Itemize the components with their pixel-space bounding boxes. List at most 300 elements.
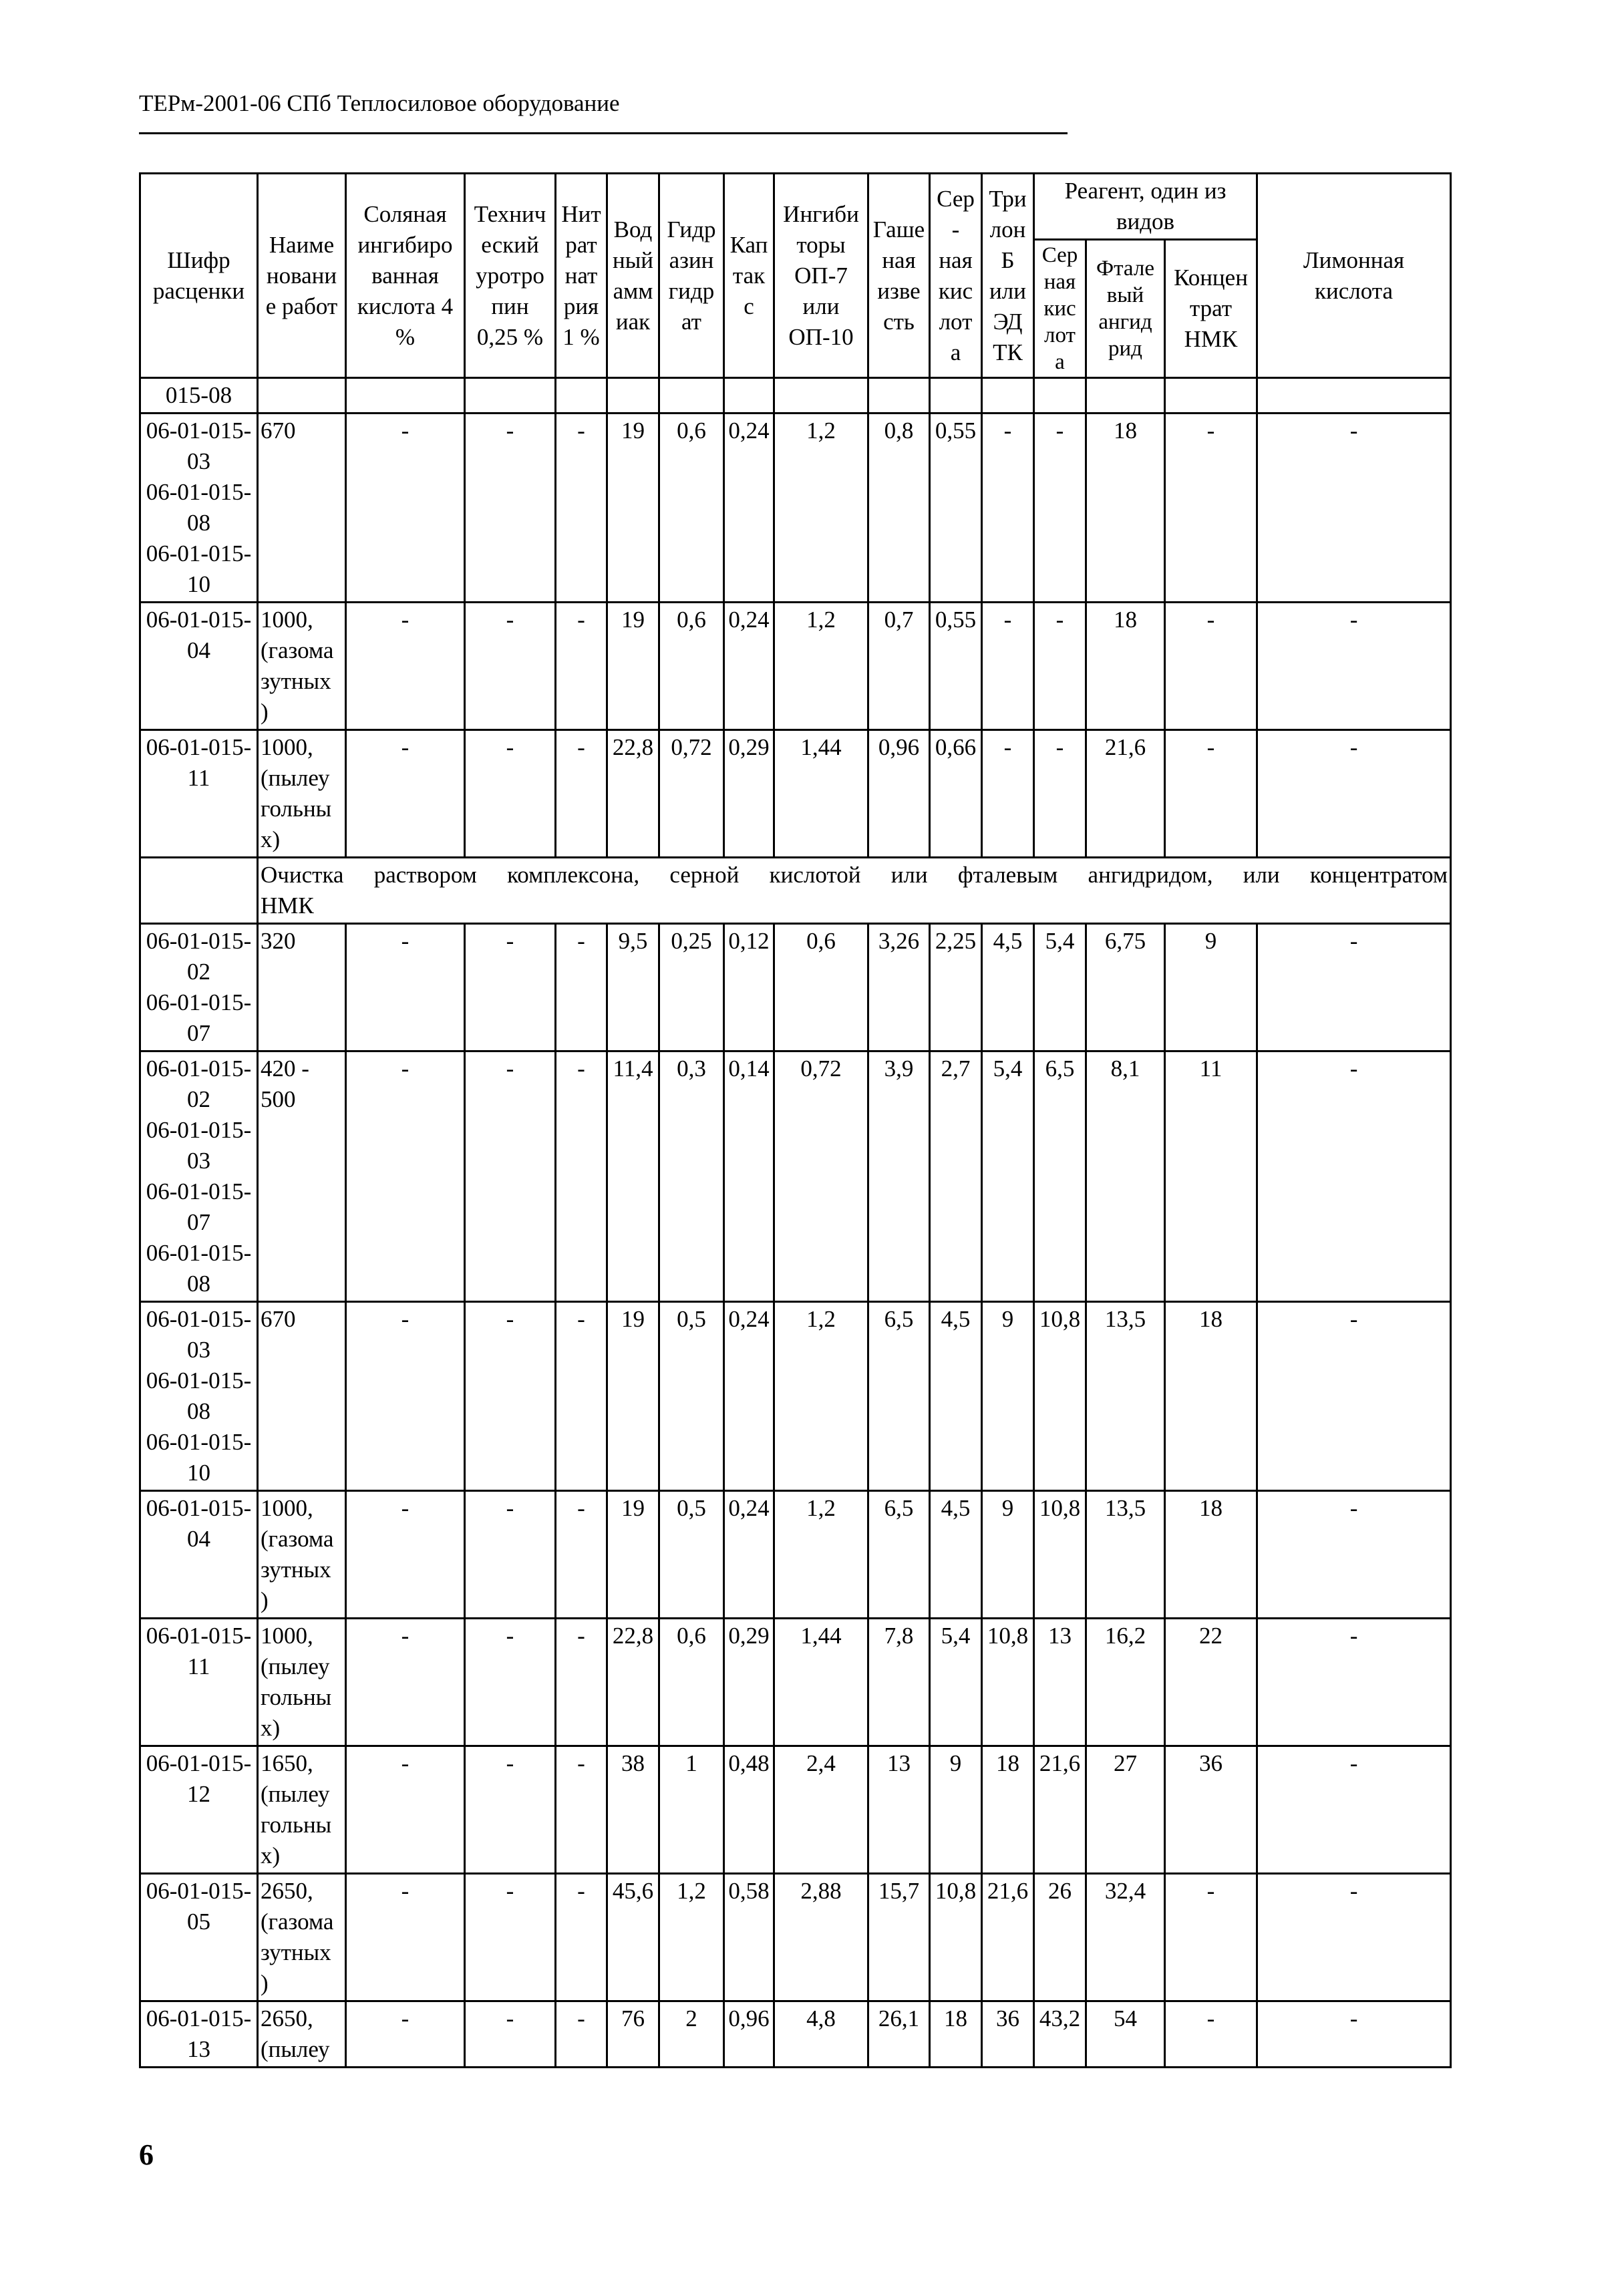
consumption-value: 1,2 (774, 1491, 868, 1619)
consumption-value: 54 (1086, 2001, 1165, 2068)
consumption-value: - (1165, 603, 1257, 730)
header-phthalic-anhydride-line: рид (1108, 337, 1142, 361)
consumption-value: 26 (1034, 1874, 1086, 2001)
consumption-value: 1,2 (774, 1302, 868, 1491)
table-row (140, 603, 1451, 730)
header-ammonia-line: иак (615, 308, 651, 335)
rate-code: 015-08 (140, 378, 258, 414)
consumption-value: 0,3 (659, 1051, 724, 1302)
consumption-value: 43,2 (1034, 2001, 1086, 2068)
work-name: гольны (261, 1684, 332, 1710)
rate-code: 06-01-015-02 (146, 1055, 252, 1112)
rate-code: 06-01-015-07 (146, 989, 252, 1046)
consumption-value: - (1257, 924, 1451, 1051)
header-sulfuric-acid (930, 174, 982, 378)
header-hydrochloric-acid-line: кислота 4 (357, 293, 454, 319)
consumption-value: 19 (607, 1302, 659, 1491)
header-code-line: Шифр (167, 247, 230, 273)
consumption-value: - (1257, 1874, 1451, 2001)
header-hydrazine-line: азин (669, 247, 714, 273)
consumption-value: 4,5 (930, 1491, 982, 1619)
consumption-value: 1,2 (659, 1874, 724, 2001)
consumption-value: 5,4 (1034, 924, 1086, 1051)
header-code-line: расценки (152, 277, 245, 304)
empty-cell (1165, 378, 1257, 414)
header-hydrochloric-acid-line: % (395, 323, 416, 350)
consumption-value: - (465, 1491, 556, 1619)
consumption-value: - (556, 1874, 607, 2001)
consumption-value: 0,96 (724, 2001, 774, 2068)
table-row (140, 924, 1451, 1051)
work-name: ) (261, 1587, 269, 1613)
header-phthalic-anhydride-line: Фтале (1096, 257, 1154, 281)
consumption-value: - (346, 2001, 465, 2068)
consumption-value: 0,96 (868, 730, 930, 858)
consumption-value: 0,12 (724, 924, 774, 1051)
rate-code: 06-01-015-04 (146, 607, 252, 663)
consumption-value: 36 (1165, 1746, 1257, 1874)
header-nmk-concentrate (1165, 240, 1257, 378)
consumption-value: - (556, 730, 607, 858)
work-name: 2650, (261, 2005, 313, 2031)
header-work-name-line: Наиме (269, 231, 335, 258)
consumption-value: 38 (607, 1746, 659, 1874)
consumption-value: - (556, 2001, 607, 2068)
consumption-value: 0,29 (724, 730, 774, 858)
consumption-value: - (346, 1874, 465, 2001)
consumption-value: 22 (1165, 1619, 1257, 1746)
consumption-value: 13,5 (1086, 1491, 1165, 1619)
rate-code: 06-01-015-03 (146, 1117, 252, 1174)
empty-cell (930, 378, 982, 414)
header-sodium-nitrate-line: Нит (561, 200, 601, 227)
work-name: ) (261, 1970, 269, 1996)
header-sulfuric-acid-line: кис (938, 277, 973, 304)
consumption-value: 0,72 (659, 730, 724, 858)
page-header-title: ТЕРм-2001-06 СПб Теплосиловое оборудование (139, 90, 620, 116)
consumption-value: - (1165, 2001, 1257, 2068)
consumption-value: 18 (1086, 603, 1165, 730)
work-name: зутных (261, 1939, 331, 1965)
consumption-value: 0,25 (659, 924, 724, 1051)
consumption-value: 13 (1034, 1619, 1086, 1746)
consumption-value: 18 (1086, 414, 1165, 603)
rate-code-cell (140, 730, 258, 858)
work-name: х) (261, 1715, 281, 1741)
rates-table (139, 172, 1452, 2068)
consumption-value: 8,1 (1086, 1051, 1165, 1302)
consumption-value: - (346, 1746, 465, 1874)
consumption-value: 36 (982, 2001, 1034, 2068)
rate-code: 06-01-015-08 (146, 1240, 252, 1297)
rate-code: 06-01-015-08 (146, 479, 252, 536)
header-sodium-nitrate-line: рат (565, 231, 597, 258)
consumption-value: 18 (1165, 1302, 1257, 1491)
consumption-value: 21,6 (1086, 730, 1165, 858)
header-hydrazine-line: Гидр (667, 216, 716, 242)
header-inhibitors-line: ОП-7 (794, 262, 848, 289)
rate-code: 06-01-015-12 (146, 1750, 252, 1807)
consumption-value: - (556, 1746, 607, 1874)
consumption-value: - (465, 1302, 556, 1491)
header-reagent-sulfuric-acid-line: кис (1043, 297, 1076, 321)
work-name: х) (261, 826, 281, 852)
header-slaked-lime-line: сть (883, 308, 915, 335)
consumption-value: - (556, 414, 607, 603)
header-inhibitors-line: или (802, 293, 840, 319)
rate-code-cell (140, 1746, 258, 1874)
header-reagent-sulfuric-acid-line: Сер (1041, 243, 1078, 267)
consumption-value: 5,4 (930, 1619, 982, 1746)
work-name-cell (258, 2001, 346, 2068)
empty-cell (724, 378, 774, 414)
consumption-value: 21,6 (1034, 1746, 1086, 1874)
header-work-name-line: е работ (265, 293, 338, 319)
section-row (140, 858, 1451, 924)
header-sulfuric-acid-line: Сер (937, 185, 975, 212)
header-reagent-sulfuric-acid-line: лот (1044, 323, 1076, 347)
header-hydrazine (659, 174, 724, 378)
consumption-value: - (1165, 414, 1257, 603)
work-name-cell (258, 1619, 346, 1746)
header-inhibitors-line: ОП-10 (788, 323, 854, 350)
consumption-value: 10,8 (1034, 1302, 1086, 1491)
work-name-cell (258, 1491, 346, 1619)
consumption-value: - (346, 924, 465, 1051)
header-reagent-sulfuric-acid-line: а (1055, 350, 1065, 374)
consumption-value: 4,5 (982, 924, 1034, 1051)
consumption-value: 21,6 (982, 1874, 1034, 2001)
rate-code: 06-01-015-11 (146, 1623, 252, 1679)
consumption-value: 2 (659, 2001, 724, 2068)
rate-code-cell (140, 1491, 258, 1619)
consumption-value: 0,6 (659, 414, 724, 603)
empty-cell (868, 378, 930, 414)
consumption-value: - (346, 414, 465, 603)
empty-cell (258, 378, 346, 414)
consumption-value: 1 (659, 1746, 724, 1874)
consumption-value: 0,24 (724, 1302, 774, 1491)
consumption-value: 45,6 (607, 1874, 659, 2001)
consumption-value: - (982, 730, 1034, 858)
section-heading (258, 858, 1451, 924)
consumption-value: 22,8 (607, 730, 659, 858)
header-row (140, 174, 1451, 240)
consumption-value: 16,2 (1086, 1619, 1165, 1746)
consumption-value: - (982, 603, 1034, 730)
page-number: 6 (139, 2138, 154, 2171)
empty-cell (607, 378, 659, 414)
header-trilon-line: ЭД (993, 308, 1023, 335)
work-name: 1650, (261, 1750, 313, 1776)
consumption-value: - (346, 1619, 465, 1746)
rate-code-cell (140, 414, 258, 603)
consumption-value: - (1034, 603, 1086, 730)
work-name: 1000, (261, 607, 313, 633)
consumption-value: 6,5 (868, 1491, 930, 1619)
consumption-value: 1,2 (774, 603, 868, 730)
header-kaptax-line: с (744, 293, 754, 319)
header-urotropin-line: еский (481, 231, 539, 258)
header-ammonia (607, 174, 659, 378)
consumption-value: 10,8 (1034, 1491, 1086, 1619)
consumption-value: 0,58 (724, 1874, 774, 2001)
header-slaked-lime-line: изве (877, 277, 921, 304)
empty-cell (982, 378, 1034, 414)
header-reagent-group (1034, 174, 1257, 240)
consumption-value: 2,88 (774, 1874, 868, 2001)
work-name: 1000, (261, 1623, 313, 1649)
work-name: 670 (261, 418, 296, 444)
rate-code: 06-01-015-13 (146, 2005, 252, 2062)
consumption-value: 0,55 (930, 414, 982, 603)
header-urotropin-line: уротро (476, 262, 544, 289)
work-name-cell (258, 730, 346, 858)
consumption-value: - (346, 1051, 465, 1302)
consumption-value: 9 (930, 1746, 982, 1874)
consumption-value: - (465, 414, 556, 603)
consumption-value: 26,1 (868, 2001, 930, 2068)
work-name-cell (258, 1051, 346, 1302)
work-name: (газома (261, 637, 334, 663)
consumption-value: 0,6 (774, 924, 868, 1051)
header-trilon-line: лон (989, 216, 1026, 242)
consumption-value: 2,25 (930, 924, 982, 1051)
consumption-value: 0,72 (774, 1051, 868, 1302)
table-row (140, 730, 1451, 858)
consumption-value: - (982, 414, 1034, 603)
consumption-value: 0,5 (659, 1302, 724, 1491)
header-reagent-sulfuric-acid-line: ная (1043, 270, 1076, 294)
consumption-value: - (556, 1619, 607, 1746)
header-sodium-nitrate-line: рия (563, 293, 599, 319)
table-row (140, 1619, 1451, 1746)
rate-code-cell (140, 2001, 258, 2068)
work-name: 500 (261, 1086, 296, 1112)
table-row (140, 378, 1451, 414)
consumption-value: 0,24 (724, 414, 774, 603)
consumption-value: 0,24 (724, 1491, 774, 1619)
header-nmk-concentrate-line: трат (1189, 295, 1233, 321)
consumption-value: 10,8 (982, 1619, 1034, 1746)
consumption-value: 4,5 (930, 1302, 982, 1491)
consumption-value: 0,6 (659, 1619, 724, 1746)
header-sodium-nitrate (556, 174, 607, 378)
work-name: (газома (261, 1526, 334, 1552)
rate-code-cell (140, 603, 258, 730)
rate-code: 06-01-015-10 (146, 1429, 252, 1486)
consumption-value: 0,48 (724, 1746, 774, 1874)
empty-cell (346, 378, 465, 414)
work-name-cell (258, 1874, 346, 2001)
work-name-cell (258, 603, 346, 730)
rate-code: 06-01-015-11 (146, 734, 252, 791)
consumption-value: - (346, 1302, 465, 1491)
header-sulfuric-acid-line: ная (939, 247, 973, 273)
header-slaked-lime-line: ная (882, 247, 916, 273)
consumption-value: - (465, 1619, 556, 1746)
empty-cell (140, 858, 258, 924)
work-name: (пылеу (261, 1653, 330, 1679)
consumption-value: - (1257, 730, 1451, 858)
rate-code: 06-01-015-02 (146, 928, 252, 985)
header-sodium-nitrate-line: 1 % (562, 323, 600, 350)
consumption-value: 0,29 (724, 1619, 774, 1746)
consumption-value: - (556, 603, 607, 730)
work-name: 1000, (261, 734, 313, 760)
consumption-value: 0,55 (930, 603, 982, 730)
work-name: 2650, (261, 1878, 313, 1904)
consumption-value: 9 (982, 1491, 1034, 1619)
consumption-value: 1,44 (774, 1619, 868, 1746)
work-name: 1000, (261, 1495, 313, 1521)
rate-code: 06-01-015-04 (146, 1495, 252, 1552)
consumption-value: 76 (607, 2001, 659, 2068)
consumption-value: - (1257, 1051, 1451, 1302)
empty-cell (1086, 378, 1165, 414)
header-reagent-group-line: видов (1116, 208, 1175, 234)
consumption-value: 9 (982, 1302, 1034, 1491)
header-phthalic-anhydride-line: вый (1106, 283, 1144, 307)
header-trilon-line: Б (1001, 247, 1015, 273)
header-inhibitors-line: торы (796, 231, 846, 258)
rate-code: 06-01-015-08 (146, 1367, 252, 1424)
consumption-value: 19 (607, 603, 659, 730)
consumption-value: - (1257, 1746, 1451, 1874)
header-ammonia-line: Вод (613, 216, 653, 242)
work-name-cell (258, 1746, 346, 1874)
consumption-value: - (556, 1051, 607, 1302)
consumption-value: - (346, 1491, 465, 1619)
consumption-value: 18 (1165, 1491, 1257, 1619)
consumption-value: - (1165, 1874, 1257, 2001)
work-name: гольны (261, 796, 332, 822)
header-rule (139, 132, 1068, 134)
consumption-value: 3,26 (868, 924, 930, 1051)
rate-code: 06-01-015-03 (146, 418, 252, 474)
consumption-value: 18 (930, 2001, 982, 2068)
consumption-value: - (465, 603, 556, 730)
header-reagent-sulfuric-acid (1034, 240, 1086, 378)
consumption-value: - (1257, 1491, 1451, 1619)
consumption-value: 0,24 (724, 603, 774, 730)
consumption-value: - (465, 1051, 556, 1302)
section-heading-line: НМК (261, 892, 314, 919)
consumption-value: 7,8 (868, 1619, 930, 1746)
work-name: (газома (261, 1909, 334, 1935)
consumption-value: - (1257, 414, 1451, 603)
rate-code: 06-01-015-10 (146, 540, 252, 597)
consumption-value: - (1257, 2001, 1451, 2068)
header-hydrochloric-acid-line: ингибиро (357, 231, 453, 258)
header-work-name-line: новани (266, 262, 337, 289)
header-urotropin (465, 174, 556, 378)
work-name: х) (261, 1842, 281, 1868)
consumption-value: 0,66 (930, 730, 982, 858)
header-hydrochloric-acid (346, 174, 465, 378)
empty-cell (659, 378, 724, 414)
section-heading-line: Очистка раствором комплексона, серной кислотой или фталевым ангидридом, или концентратом (261, 862, 1448, 888)
header-hydrazine-line: ат (681, 308, 701, 335)
header-kaptax-line: так (732, 262, 766, 289)
work-name-cell (258, 924, 346, 1051)
consumption-value: 0,6 (659, 603, 724, 730)
consumption-value: - (1257, 1619, 1451, 1746)
rate-code: 06-01-015-03 (146, 1306, 252, 1363)
work-name: (пылеу (261, 765, 330, 791)
consumption-value: 27 (1086, 1746, 1165, 1874)
empty-cell (1034, 378, 1086, 414)
header-sulfuric-acid-line: а (950, 339, 961, 365)
consumption-value: 6,75 (1086, 924, 1165, 1051)
work-name: 670 (261, 1306, 296, 1332)
header-inhibitors (774, 174, 868, 378)
work-name: ) (261, 699, 269, 725)
rate-code: 06-01-015-05 (146, 1878, 252, 1935)
header-ammonia-line: ный (613, 247, 653, 273)
table-row (140, 1051, 1451, 1302)
rate-code-cell (140, 924, 258, 1051)
header-urotropin-line: 0,25 % (476, 323, 544, 350)
header-nmk-concentrate-line: НМК (1184, 326, 1238, 352)
header-code (140, 174, 258, 378)
consumption-value: 13,5 (1086, 1302, 1165, 1491)
work-name-cell (258, 414, 346, 603)
table-row (140, 414, 1451, 603)
consumption-value: - (556, 1302, 607, 1491)
consumption-value: 11 (1165, 1051, 1257, 1302)
header-urotropin-line: Технич (474, 200, 546, 227)
header-reagent-group-line: Реагент, один из (1064, 178, 1227, 204)
consumption-value: - (1034, 414, 1086, 603)
consumption-value: 1,44 (774, 730, 868, 858)
consumption-value: 13 (868, 1746, 930, 1874)
consumption-value: 3,9 (868, 1051, 930, 1302)
header-slaked-lime-line: Гаше (872, 216, 925, 242)
header-sulfuric-acid-line: лот (939, 308, 973, 335)
rate-code-cell (140, 1619, 258, 1746)
work-name: 320 (261, 928, 296, 954)
work-name-cell (258, 1302, 346, 1491)
work-name: 420 - (261, 1055, 309, 1082)
header-hydrochloric-acid-line: Соляная (363, 200, 447, 227)
consumption-value: - (346, 603, 465, 730)
consumption-value: - (556, 924, 607, 1051)
consumption-value: 32,4 (1086, 1874, 1165, 2001)
consumption-value: 10,8 (930, 1874, 982, 2001)
header-slaked-lime (868, 174, 930, 378)
header-trilon (982, 174, 1034, 378)
consumption-value: - (1034, 730, 1086, 858)
consumption-value: 11,4 (607, 1051, 659, 1302)
empty-cell (774, 378, 868, 414)
consumption-value: - (1165, 730, 1257, 858)
rate-code-cell (140, 1874, 258, 2001)
consumption-value: - (556, 1491, 607, 1619)
consumption-value: 22,8 (607, 1619, 659, 1746)
work-name: зутных (261, 1557, 331, 1583)
consumption-value: 19 (607, 414, 659, 603)
consumption-value: 0,14 (724, 1051, 774, 1302)
consumption-value: 0,5 (659, 1491, 724, 1619)
header-kaptax (724, 174, 774, 378)
header-sulfuric-acid-line: - (951, 216, 960, 242)
consumption-value: 0,7 (868, 603, 930, 730)
consumption-value: 6,5 (1034, 1051, 1086, 1302)
header-sodium-nitrate-line: нат (564, 262, 598, 289)
table-row (140, 1746, 1451, 1874)
consumption-value: - (1257, 1302, 1451, 1491)
